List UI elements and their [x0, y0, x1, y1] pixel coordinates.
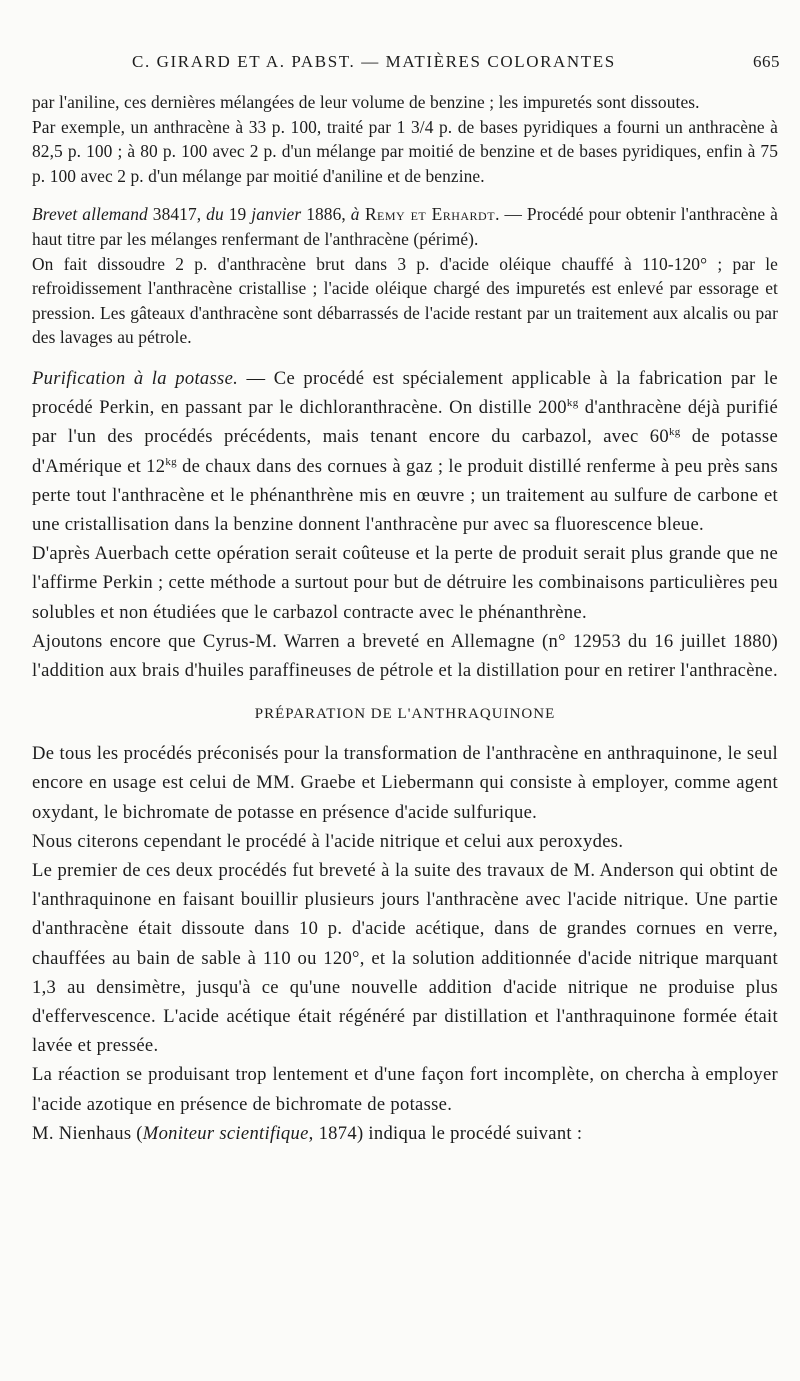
patent-holders: Remy et Erhardt: [359, 204, 496, 225]
purification-title: Purification à la potasse.: [32, 367, 239, 389]
purification-text-d: de chaux dans des cornues à gaz ; le produit distillé renferme à peu près sans perte tout l'anthracène et le phénanthrène mis en œuvre ; un traitement au sulfure de carbone et une cristallisation dans la benzine donnent l'anthracène pur avec sa fluorescence bleue.: [32, 455, 778, 535]
section-heading: PRÉPARATION DE L'ANTHRAQUINONE: [254, 706, 556, 723]
paragraph-auerbach: D'après Auerbach cette opération serait coûteuse et la perte de produit serait plus grande que ne l'affirme Perkin ; cette méthode a surtout pour but de détruire les combinaisons particulières peu solubles et non étudiées que le carbazol contracte avec le phénanthrène.: [32, 543, 778, 623]
patent-year: 1886,: [301, 204, 351, 225]
nienhaus-journal: Moniteur scientifique: [142, 1122, 309, 1144]
spacer: [32, 350, 778, 364]
paragraph-warren: Ajoutons encore que Cyrus-M. Warren a breveté en Allemagne (n° 12953 du 16 juillet 1880) l'addition aux brais d'huiles paraffineuses de pétrole et la distillation pour en retirer l'anthracène.: [32, 630, 778, 681]
paragraph-example: [32, 115, 778, 189]
paragraph-patent: [32, 202, 778, 251]
paragraph-oleic: On fait dissoudre 2 p. d'anthracène brut dans 3 p. d'acide oléique chauffé à 110-120° ; par le refroidissement l'anthracène cristallise ; l'acide oléique chargé des impuretés est enlevé par essorage et pression. Les gâteaux d'anthracène sont débarrassés de l'acide restant par un traitement aux alcalis ou par des lavages au pétrole.: [32, 253, 778, 348]
paragraph-citerons: Nous citerons cependant le procédé à l'acide nitrique et celui aux peroxydes.: [32, 830, 624, 852]
unit-kg-1: kg: [566, 397, 579, 410]
patent-du: du: [206, 204, 224, 225]
spacer: [32, 188, 778, 202]
page-body: [32, 90, 778, 1148]
patent-label: Brevet allemand: [32, 204, 148, 225]
purification-text-c: de potasse d'Amérique et 12: [32, 426, 778, 477]
unit-kg-3: kg: [165, 455, 177, 468]
running-title: C. GIRARD ET A. PABST. — MATIÈRES COLORANTES: [132, 52, 616, 71]
running-header: [32, 48, 780, 76]
paragraph-example-text: Par exemple, un anthracène à 33 p. 100, traité par 1 3/4 p. de bases pyridiques a fourni un anthracène à 82,5 p. 100 ; à 80 p. 100 avec 2 p. d'un mélange par moitié de benzine et de bases pyridiques, enfin à 75 p. 100 avec 2 p. d'un mélange par moitié d'aniline et de benzine.: [32, 116, 778, 186]
paragraph-anderson: Le premier de ces deux procédés fut breveté à la suite des travaux de M. Anderson qui obtint de l'anthraquinone en faisant bouillir plusieurs jours l'anthracène avec l'acide nitrique. Une partie d'anthracène était dissoute dans 10 p. d'acide acétique, dans de grandes cornues en verre, chauffées au bain de sable à 110 ou 120°, et la solution additionnée d'acide nitrique marquant 1,3 au densimètre, jusqu'à ce qu'une nouvelle addition d'acide nitrique ne produise plus d'effervescence. L'acide acétique était régénéré par distillation et l'anthraquinone formée était lavée et pressée.: [32, 859, 778, 1057]
paragraph-reaction: La réaction se produisant trop lentement et d'une façon fort incomplète, on chercha à employer l'acide azotique en présence de bichromate de potasse.: [32, 1064, 778, 1115]
unit-kg-2: kg: [668, 426, 681, 439]
purification-text-a: — Ce procédé est spécialement applicable à la fabrication par le procédé Perkin, en passant par le dichloranthracène. On distille 200: [32, 367, 778, 419]
patent-number: 38417,: [147, 204, 207, 225]
paragraph-graebe: De tous les procédés préconisés pour la transformation de l'anthracène en anthraquinone, le seul encore en usage est celui de MM. Graebe et Liebermann qui consiste à employer, comme agent oxydant, le bichromate de potasse en présence d'acide sulfurique.: [32, 743, 778, 823]
patent-a: à: [350, 204, 360, 225]
paragraph-purification: [32, 364, 778, 539]
lower-section: [32, 364, 778, 1148]
page-number: 665: [753, 52, 780, 71]
nienhaus-text-b: , 1874) indiqua le procédé suivant :: [308, 1122, 583, 1144]
upper-section: [32, 90, 778, 350]
purification-text-b: d'anthracène déjà purifié par l'un des procédés précédents, mais tenant encore du carbazol, avec 60: [32, 397, 778, 448]
nienhaus-text-a: M. Nienhaus (: [32, 1122, 143, 1144]
paragraph-continuation: par l'aniline, ces dernières mélangées de leur volume de benzine ; les impuretés sont dissoutes.: [32, 92, 700, 112]
patent-day: 19: [223, 204, 252, 225]
paragraph-nienhaus: [32, 1119, 778, 1148]
patent-month: janvier: [251, 204, 302, 225]
patent-description: . — Procédé pour obtenir l'anthracène à haut titre par les mélanges renfermant de l'anthracène (périmé).: [32, 204, 778, 249]
